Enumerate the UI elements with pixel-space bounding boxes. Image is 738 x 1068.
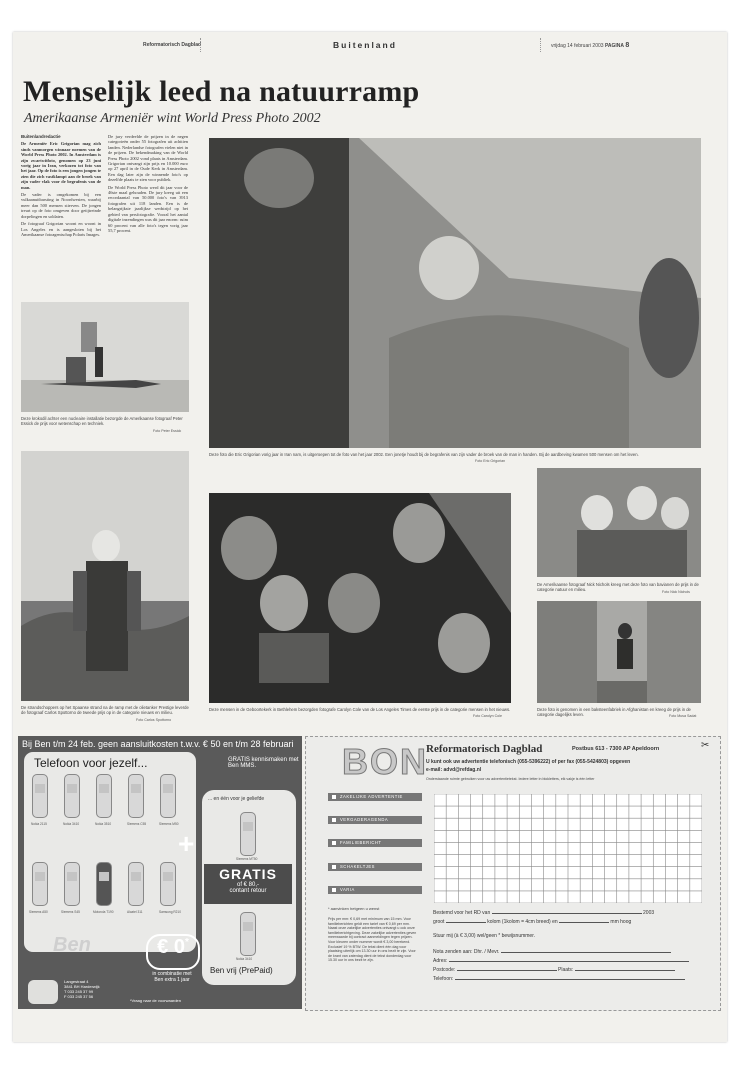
adres-label: Adres: bbox=[433, 958, 448, 964]
gratis-sub: of € 80,- bbox=[236, 882, 259, 888]
kolom-label: kolom (1kolom = 4cm breed) en bbox=[487, 919, 558, 925]
phone-image bbox=[64, 774, 80, 818]
caption: Deze foto die Eric Grigorian vorig jaar in Iran nam, is uitgeroepen tot de foto van het jaar 2002. Een jonetje houdt bij de begrafenis van zijn vader de broek van de man in handen. Bij de aardbeving kwamen 500 mensen om het leven. bbox=[209, 452, 639, 457]
paragraph: De World Press Photo werd dit jaar voor de 46ste maal gehouden. De jury kreeg uit een recordaantal van 50.000 foto's van 3913 fotografen uit 118 landen. Een is de belangrijkste jaarlijkse wedstrijd op het gebied van persfotografie. Vooral het aantal digitale inzendingen was dit jaar enorm: ruim 60 procent van alle foto's tegen vorig jaar 55,7 procent. bbox=[108, 184, 188, 233]
size-line[interactable] bbox=[433, 919, 631, 925]
letter-grid[interactable] bbox=[434, 794, 702, 903]
caption: De strandschoppers op het Spaanse strand na de ramp met de olietanker Prestige leverde de fotograaf Carlos Spottorno de tweede prijs op in de categorie nieuws en milieu. bbox=[21, 705, 189, 716]
telefoon-label: Telefoon: bbox=[433, 976, 454, 982]
phone-image bbox=[160, 862, 176, 906]
article-column-1 bbox=[21, 134, 101, 239]
phone-label: Alcatel 311 bbox=[127, 910, 143, 914]
phones-title: Telefoon voor jezelf... bbox=[34, 756, 148, 770]
ben-vrij: Ben vrij (PrePaid) bbox=[210, 966, 273, 975]
phone-image bbox=[32, 774, 48, 818]
gratis-box bbox=[204, 864, 292, 904]
shop-address bbox=[64, 979, 100, 999]
paragraph: De jury verdeelde de prijzen in de negen categorieën onder 55 fotografen uit achttien landen. Nederlandse fotografen vielen niet in de prijzen. De bekendmaking van de World Press Photo 2002 vond plaats in Amsterdam. Grigorian ontvangt zijn prijs en 10.000 euro op 27 april in de Oude Kerk in Amsterdam. Een dag later zijn de winnende foto's op dezelfde plaats te zien voor publiek. bbox=[108, 134, 188, 183]
euro-price: € 0 bbox=[157, 936, 185, 958]
issue-date bbox=[551, 42, 629, 49]
phone-instructions: U kunt ook uw advertentie telefonisch (055-5396222) of per fax (055-5424803) opgeven bbox=[426, 759, 631, 765]
phone-label: Nokia 3410 bbox=[63, 822, 80, 826]
bestemd-input[interactable] bbox=[492, 913, 642, 914]
phone-label: Siemens MT50 bbox=[236, 857, 258, 861]
phone-image bbox=[240, 912, 256, 956]
combi-line: Ben extra 1 jaar bbox=[154, 977, 190, 983]
phone-image bbox=[128, 862, 144, 906]
right-title: ... en één voor je geliefde bbox=[208, 796, 265, 802]
photo-credit: Foto Eric Grigorian bbox=[475, 459, 506, 463]
scissors-icon: ✂ bbox=[701, 740, 710, 751]
phone-image bbox=[240, 812, 256, 856]
ad-banner: Bij Ben t/m 24 feb. geen aansluitkosten t.w.v. € 50 en t/m 28 februari bbox=[22, 739, 294, 749]
mm-label: mm hoog bbox=[610, 919, 632, 925]
form-address: Postbus 613 - 7300 AP Apeldoorn bbox=[572, 746, 660, 752]
form-paper-name: Reformatorisch Dagblad bbox=[426, 743, 543, 755]
shop-logo bbox=[28, 980, 58, 1004]
euro-offer bbox=[146, 934, 200, 970]
caption: Deze krokodil achter een nucleaire installatie bezorgde de Amerikaanse fotograaf Peter Essick de prijs voor wetenschap en techniek. bbox=[21, 416, 183, 427]
phone-label: Siemens S45 bbox=[61, 910, 80, 914]
phone-image bbox=[160, 774, 176, 818]
shop-line: 3841 BH Harderwijk bbox=[64, 984, 100, 989]
advertisement-order-form[interactable] bbox=[305, 736, 721, 1011]
bestemd-label: Bestemd voor het RD van bbox=[433, 910, 491, 916]
bestemd-year: 2003 bbox=[643, 910, 655, 916]
combination-offer bbox=[141, 971, 203, 983]
checkbox-note: * aanvinken hetgeen u wenst bbox=[328, 906, 380, 911]
photo-main-funeral bbox=[209, 138, 701, 448]
gratis-banner: GRATIS kennismaken met Ben MMS. bbox=[228, 757, 299, 769]
photo-credit: Foto Carlos Spottorno bbox=[136, 718, 172, 722]
category-checkbox[interactable]: SCHAKELTJES bbox=[328, 863, 422, 871]
section-title: Buitenland bbox=[333, 40, 397, 50]
name-input[interactable] bbox=[501, 952, 671, 953]
plaats-label: Plaats: bbox=[558, 967, 574, 973]
euro-star: * bbox=[184, 937, 189, 948]
proof-option[interactable]: Stuur mij (à € 3,00) wel/geen * bewijsnummer. bbox=[433, 933, 535, 939]
headline: Menselijk leed na natuurramp bbox=[23, 75, 420, 108]
postcode-label: Postcode: bbox=[433, 967, 456, 973]
phone-label: Samsung R210 bbox=[159, 910, 181, 914]
page-label: PAGINA bbox=[604, 43, 625, 49]
phone-image bbox=[96, 862, 112, 906]
combi-line: in combinatie met bbox=[152, 971, 192, 977]
phone-label: Motorola T190 bbox=[93, 910, 114, 914]
phone-advertisement[interactable] bbox=[18, 736, 302, 1009]
address-input[interactable] bbox=[449, 961, 689, 962]
phone-line[interactable] bbox=[433, 976, 685, 982]
newspaper-page bbox=[13, 32, 727, 1042]
category-checkbox[interactable]: FAMILIEBERICHT bbox=[328, 839, 422, 847]
paragraph: De Armeniër Eric Grigorian mag zich sinds vanmorgen winnaar noemen van de World Press Photo 2002. In Amsterdam is zijn zwartwitfoto, genomen op 23 juni vorig jaar in Iran, verkozen tot foto van het jaar. Op de foto is een jongen jongen te zien die zich vastklampt aan de broek van zijn vader vlak voor de begrafenis van de man. bbox=[21, 141, 101, 190]
postcode-input[interactable] bbox=[457, 970, 557, 971]
subheadline: Amerikaanse Armeniër wint World Press Photo 2002 bbox=[24, 111, 321, 126]
photo-brick-factory bbox=[537, 601, 701, 703]
date: vrijdag 14 februari 2003 bbox=[551, 43, 604, 49]
byline: Buitenlandredactie bbox=[21, 134, 61, 139]
phone-label: Nokia 3510 bbox=[95, 822, 112, 826]
shop-line: Langestraat 4 bbox=[64, 979, 89, 984]
header-divider bbox=[540, 38, 541, 52]
photo-bethlehem bbox=[209, 493, 511, 703]
postcode-line[interactable] bbox=[433, 967, 675, 973]
photo-crocodile bbox=[21, 302, 189, 412]
ad-footnote: *Vraag naar de voorwaarden bbox=[130, 998, 181, 1003]
paper-name: Reformatorisch Dagblad bbox=[143, 42, 202, 48]
grid-instructions: Onderstaande ruimte gebruiken voor uw advertentietekst. Iedere letter in blokletters, elk vakje is één letter bbox=[426, 777, 595, 781]
caption: Deze mensen in de Geboortekerk in Bethlehem bezorgden fotografe Carolyn Cole van de Los Angeles Times de eerste prijs in de categorie mensen in het nieuws. bbox=[209, 707, 511, 712]
address-line[interactable] bbox=[433, 958, 689, 964]
category-checkbox[interactable]: VARIA bbox=[328, 886, 422, 894]
gratis-sub2: contant retour bbox=[229, 888, 267, 894]
category-checkbox[interactable]: ZAKELIJKE ADVERTENTIE bbox=[328, 793, 422, 801]
mm-input[interactable] bbox=[559, 922, 609, 923]
page-number: 8 bbox=[625, 42, 630, 49]
shop-line: T 033 245 37 99 bbox=[64, 989, 94, 994]
phone-label: Siemens M50 bbox=[159, 822, 179, 826]
paragraph: De vader is omgekomen bij een vulkaanuitbarsting in Noordwesten, waarbij meer dan 500 mensen stierven. De jongen treurt op de foto omgeven door getijtreinde dorpelingen en soldaten. bbox=[21, 192, 101, 219]
phone-label: Nokia 2115 bbox=[31, 822, 47, 826]
bon-title: BON bbox=[342, 741, 428, 782]
bestemd-line[interactable] bbox=[433, 910, 654, 916]
gratis-label: GRATIS bbox=[219, 866, 277, 882]
phone-image bbox=[96, 774, 112, 818]
caption: Deze foto is genomen in een baksteenfabriek in Afghanistan en kreeg de prijs in de categorie dagelijks leven. bbox=[537, 707, 691, 718]
header-divider bbox=[200, 38, 201, 52]
kolom-input[interactable] bbox=[446, 922, 486, 923]
phones-panel bbox=[24, 752, 196, 952]
phone-label: Siemens C55 bbox=[127, 822, 147, 826]
invoice-name-line[interactable] bbox=[433, 949, 671, 955]
nota-label: Nota zenden aan: Dhr. / Mevr. bbox=[433, 949, 500, 955]
phone-image bbox=[128, 774, 144, 818]
caption: De Amerikaanse fotograaf Nick Nichols kreeg met deze foto van bavianen de prijs in de categorie natuur en milieu. bbox=[537, 582, 699, 593]
phone-label: Nokia 3410 bbox=[236, 957, 253, 961]
photo-credit: Foto Peter Essick bbox=[153, 429, 182, 433]
telefoon-input[interactable] bbox=[455, 979, 685, 980]
category-checkbox[interactable]: VERGADERAGENDA bbox=[328, 816, 422, 824]
phone-label: Siemens A50 bbox=[29, 910, 48, 914]
price-info: Prijs per mm: € 0,69 met minimum van 15 mm. Voor familieberichten geldt een tarief van € 0,69 per mm. Naast onze zakelijke advertenties ontvangt u ook onze familieberichtgeving. Deze zakelijke advertenties geven meerwaarde bij contract aanmeldingen tegen prijzen. Voor kleuren onder nummer wordt € 3,00 berekend. Exclusief 19 % BTW. De tekst dient één dag voor plaatsing uiterlijk om 13.30 uur in ons bezit te zijn. Voor de krant van zaterdag dient de tekst donderdag voor 15.30 uur in ons bezit te zijn. bbox=[328, 917, 417, 963]
photo-baboons bbox=[537, 468, 701, 577]
phone-image bbox=[64, 862, 80, 906]
shop-line: F 033 245 37 56 bbox=[64, 994, 94, 999]
plus-icon: + bbox=[178, 828, 195, 859]
groot-label: groot bbox=[433, 919, 445, 925]
photo-oil-spill bbox=[21, 451, 189, 701]
photo-credit: Foto Musa Sadat bbox=[669, 714, 697, 718]
photo-credit: Foto Carolyn Cole bbox=[473, 714, 502, 718]
photo-credit: Foto Nick Nichols bbox=[662, 590, 690, 594]
plaats-input[interactable] bbox=[575, 970, 675, 971]
ben-logo: Ben bbox=[53, 934, 91, 956]
paragraph: De fotograaf Grigorian woont en woont in Los Angeles en is aangesloten bij het Amerikaanse fotoagentschap Polaris Images. bbox=[21, 221, 101, 237]
email: e-mail: advd@refdag.nl bbox=[426, 767, 482, 773]
article-column-2 bbox=[108, 134, 188, 235]
phone-image bbox=[32, 862, 48, 906]
